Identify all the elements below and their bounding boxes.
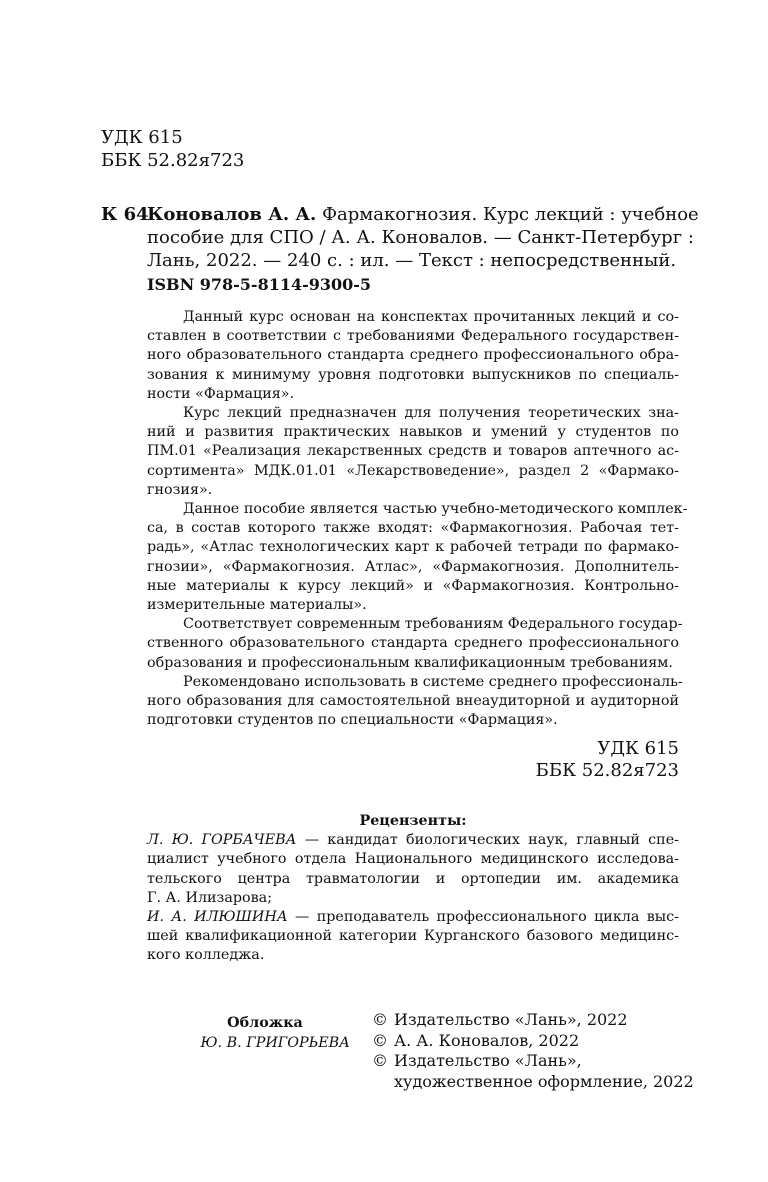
reviewer-line	[147, 831, 679, 850]
reviewers	[147, 812, 679, 966]
copyright-text: художественное оформление, 2022	[394, 1071, 694, 1091]
annotation-line: ного образовательного стандарта среднего профессионального обра-	[147, 347, 679, 364]
bbk-code: ББК 52.82я723	[535, 760, 679, 781]
reviewers-heading: Рецензенты:	[359, 813, 467, 829]
annotation-line: Данное пособие является частью учебно-методического комплек-	[183, 501, 688, 518]
bbk-code: ББК 52.82я723	[101, 150, 245, 171]
classification-bottom	[536, 738, 679, 782]
copyright-line	[372, 1051, 694, 1072]
reviewer-line: шей квалификационной категории Курганского базового медицинс-	[147, 928, 679, 945]
annotation-line: гнозии», «Фармакогнозия. Атлас», «Фармакогнозия. Дополнитель-	[147, 558, 679, 575]
biblio-line-2: пособие для СПО / А. А. Коновалов. — Санкт-Петербург :	[147, 227, 694, 248]
annotation-line: ные материалы к курсу лекций» и «Фармакогнозия. Контрольно-	[147, 577, 679, 594]
reviewer-text: — преподаватель профессионального цикла выс-	[295, 909, 680, 926]
annotation-line: Данный курс основан на конспектах прочитанных лекций и со-	[183, 309, 679, 325]
bibliographic-record	[147, 203, 699, 272]
annotation-line: ного образования для самостоятельной внеаудиторной и аудиторной	[147, 693, 679, 710]
udk-code: УДК 615	[597, 738, 679, 759]
biblio-line-1	[147, 203, 699, 226]
copyright-text: А. А. Коновалов, 2022	[394, 1030, 580, 1050]
reviewer-line: Г. А. Илизарова;	[147, 889, 273, 906]
annotation	[147, 308, 688, 730]
annotation-line: са, в состав которого также входят: «Фармакогнозия. Рабочая тет-	[147, 520, 679, 537]
annotation-line: ставлен в соответствии с требованиями Федерального государствен-	[147, 328, 679, 345]
reviewer-line: тельского центра травматологии и ортопедии им. академика	[147, 870, 679, 887]
annotation-line: сортимента» МДК.01.01 «Лекарствоведение», раздел 2 «Фармако-	[147, 462, 679, 479]
udk-code: УДК 615	[101, 127, 183, 148]
annotation-line: Рекомендовано использовать в системе среднего профессиональ-	[183, 673, 683, 690]
annotation-line: ПМ.01 «Реализация лекарственных средств и товаров аптечного ас-	[147, 443, 679, 460]
copyright-icon: ©	[372, 1010, 388, 1029]
isbn: ISBN 978-5-8114-9300-5	[147, 275, 372, 294]
cover-credit	[180, 1014, 350, 1053]
classification-top	[101, 126, 244, 172]
annotation-line: ний и развития практических навыков и умений у студентов по	[147, 424, 679, 441]
annotation-line: радь», «Атлас технологических карт к рабочей тетради по фармако-	[147, 539, 679, 556]
annotation-line: гнозия».	[147, 481, 213, 498]
copyright-line	[372, 1010, 694, 1031]
annotation-line: подготовки студентов по специальности «Фармация».	[147, 712, 558, 729]
copyright-icon: ©	[372, 1051, 388, 1070]
reviewer-line: циалист учебного отдела Национального медицинского исследова-	[147, 851, 679, 868]
annotation-line: Соответствует современным требованиям Федерального государ-	[183, 616, 683, 633]
annotation-line: зования к минимуму уровня подготовки выпускников по специаль-	[147, 366, 679, 383]
reviewer-name: И. А. ИЛЮШИНА	[147, 909, 288, 926]
copyright-icon: ©	[372, 1030, 388, 1050]
annotation-line: Курс лекций предназначен для получения теоретических зна-	[183, 405, 679, 422]
copyright-line	[372, 1072, 694, 1093]
reviewer-text: — кандидат биологических наук, главный спе-	[304, 832, 679, 849]
copyright-text: Издательство «Лань», 2022	[394, 1010, 628, 1029]
title-start: Фармакогнозия. Курс лекций : учебное	[322, 204, 699, 225]
biblio-line-3: Лань, 2022. — 240 с. : ил. — Текст : непосредственный.	[147, 250, 677, 271]
author-name: Коновалов А. А.	[147, 204, 317, 225]
cover-designer: Ю. В. ГРИГОРЬЕВА	[200, 1034, 350, 1051]
copyright-notices	[372, 1010, 694, 1092]
annotation-line: образования и профессиональным квалификационным требованиям.	[147, 654, 673, 671]
copyright-text: Издательство «Лань»,	[394, 1051, 582, 1070]
annotation-line: ственного образовательного стандарта среднего профессионального	[147, 635, 679, 652]
reviewer-line: кого колледжа.	[147, 947, 265, 964]
cover-caption: Обложка	[227, 1015, 303, 1031]
reviewer-name: Л. Ю. ГОРБАЧЕВА	[147, 832, 297, 849]
copyright-line	[372, 1031, 694, 1052]
reviewer-line	[147, 908, 679, 927]
annotation-line: ности «Фармация».	[147, 385, 295, 402]
cutter-number: К 64	[101, 204, 149, 225]
annotation-line: измерительные материалы».	[147, 597, 367, 614]
